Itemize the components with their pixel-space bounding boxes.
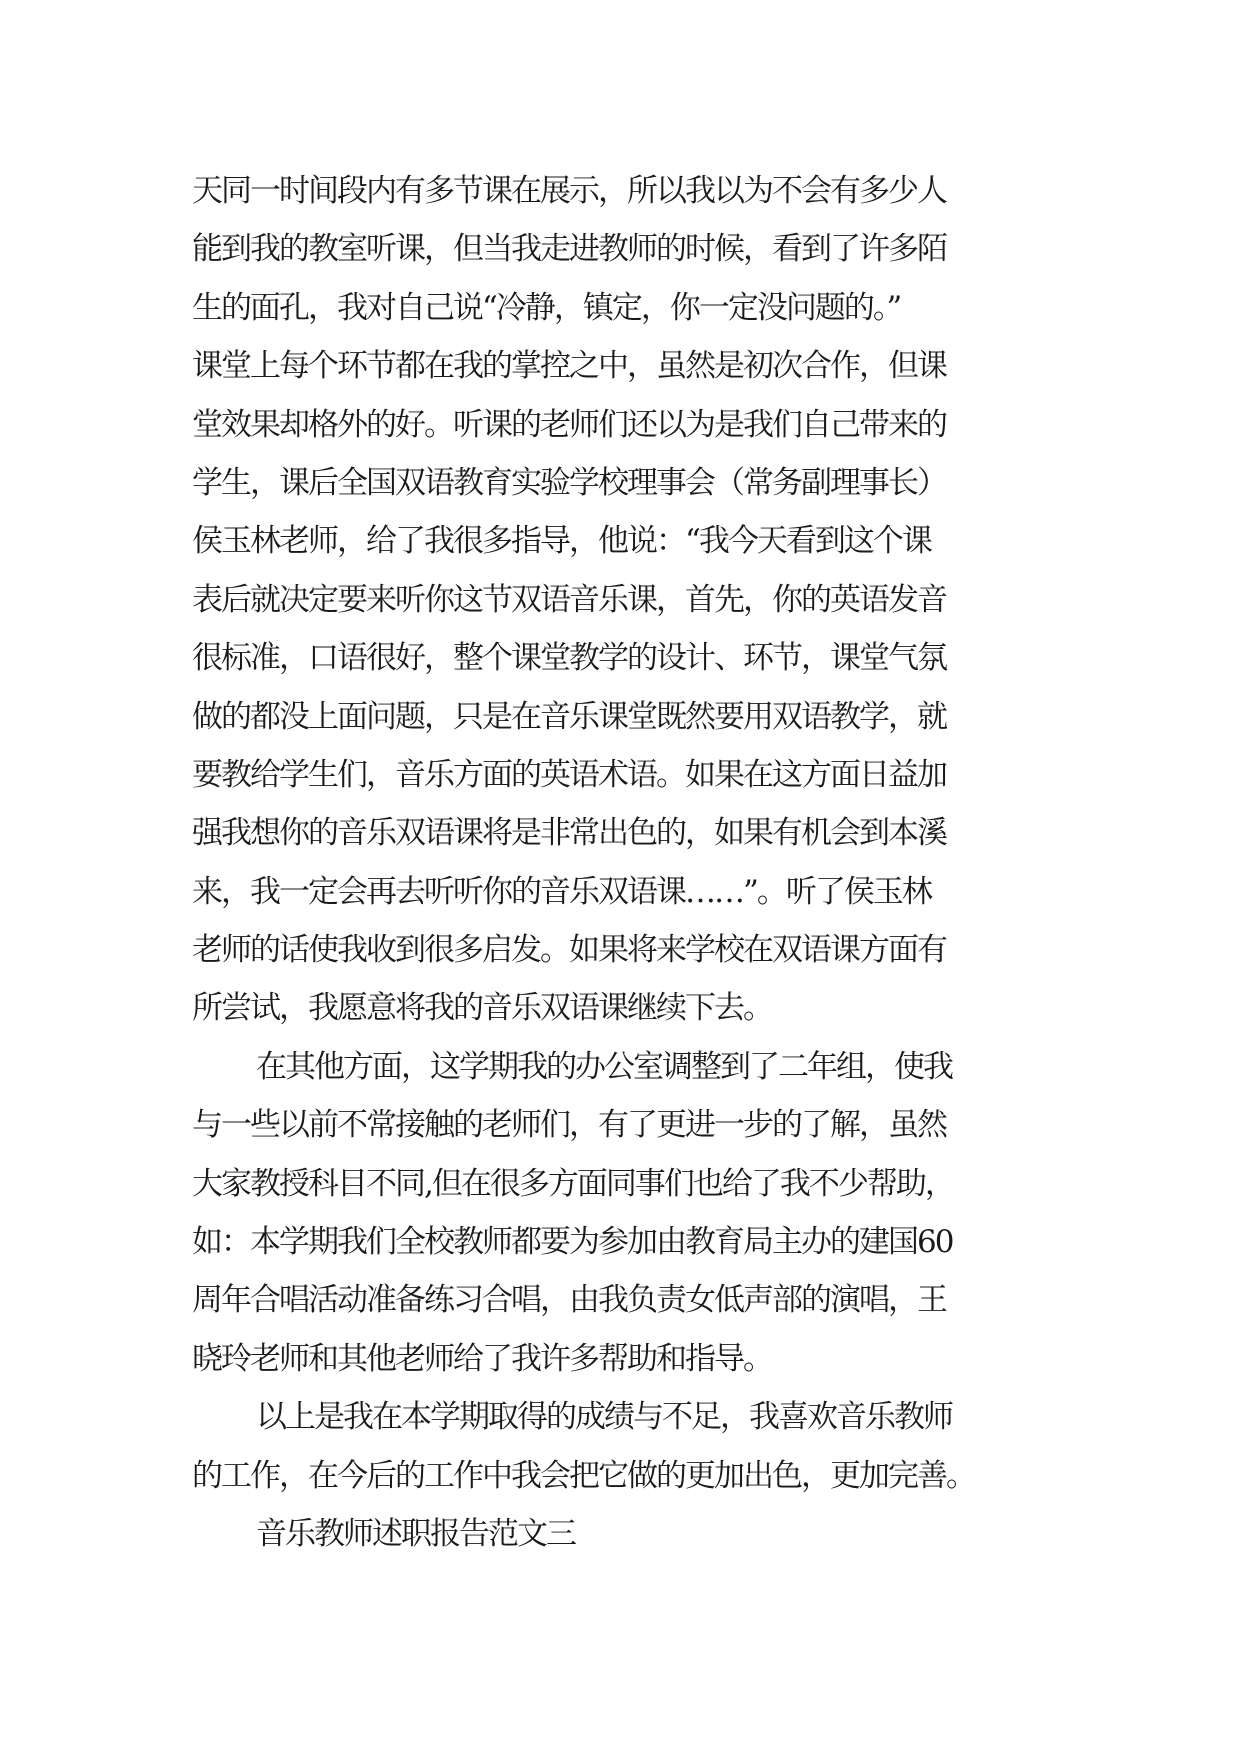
text-line: 表后就决定要来听你这节双语音乐课，首先，你的英语发音 [192, 581, 946, 618]
text-line: 堂效果却格外的好。听课的老师们还以为是我们自己带来的 [192, 406, 946, 443]
text-line: 的工作，在今后的工作中我会把它做的更加出色，更加完善。 [192, 1457, 975, 1494]
text-line: 老师的话使我收到很多启发。如果将来学校在双语课方面有 [192, 932, 946, 969]
text-line: 能到我的教室听课，但当我走进教师的时候，看到了许多陌 [192, 231, 946, 268]
text-line: 侯玉林老师，给了我很多指导，他说：“我今天看到这个课 [192, 523, 931, 560]
text-line: 在其他方面，这学期我的办公室调整到了二年组，使我 [256, 1048, 952, 1085]
text-line: 音乐教师述职报告范文三 [256, 1515, 575, 1552]
text-line: 学生，课后全国双语教育实验学校理事会（常务副理事长） [192, 464, 946, 501]
text-line: 要教给学生们，音乐方面的英语术语。如果在这方面日益加 [192, 756, 946, 793]
text-line: 来，我一定会再去听听你的音乐双语课……”。听了侯玉林 [192, 873, 931, 910]
text-line: 很标准，口语很好，整个课堂教学的设计、环节，课堂气氛 [192, 640, 946, 677]
text-line: 如：本学期我们全校教师都要为参加由教育局主办的建国60 [192, 1224, 953, 1261]
text-line: 周年合唱活动准备练习合唱，由我负责女低声部的演唱，王 [192, 1282, 946, 1319]
text-line: 生的面孔，我对自己说“冷静，镇定，你一定没问题的。” [192, 289, 901, 326]
text-line: 晓玲老师和其他老师给了我许多帮助和指导。 [192, 1340, 772, 1377]
text-line: 天同一时间段内有多节课在展示，所以我以为不会有多少人 [192, 173, 946, 209]
text-line: 做的都没上面问题，只是在音乐课堂既然要用双语教学，就 [192, 698, 946, 735]
body-text [192, 162, 1072, 1563]
text-line: 大家教授科目不同,但在很多方面同事们也给了我不少帮助， [192, 1165, 954, 1202]
text-line: 强我想你的音乐双语课将是非常出色的，如果有机会到本溪 [192, 815, 946, 852]
text-line: 以上是我在本学期取得的成绩与不足，我喜欢音乐教师 [256, 1399, 952, 1436]
text-line: 所尝试，我愿意将我的音乐双语课继续下去。 [192, 990, 772, 1027]
text-line: 与一些以前不常接触的老师们，有了更进一步的了解，虽然 [192, 1107, 946, 1144]
text-line: 课堂上每个环节都在我的掌控之中，虽然是初次合作，但课 [192, 348, 946, 385]
